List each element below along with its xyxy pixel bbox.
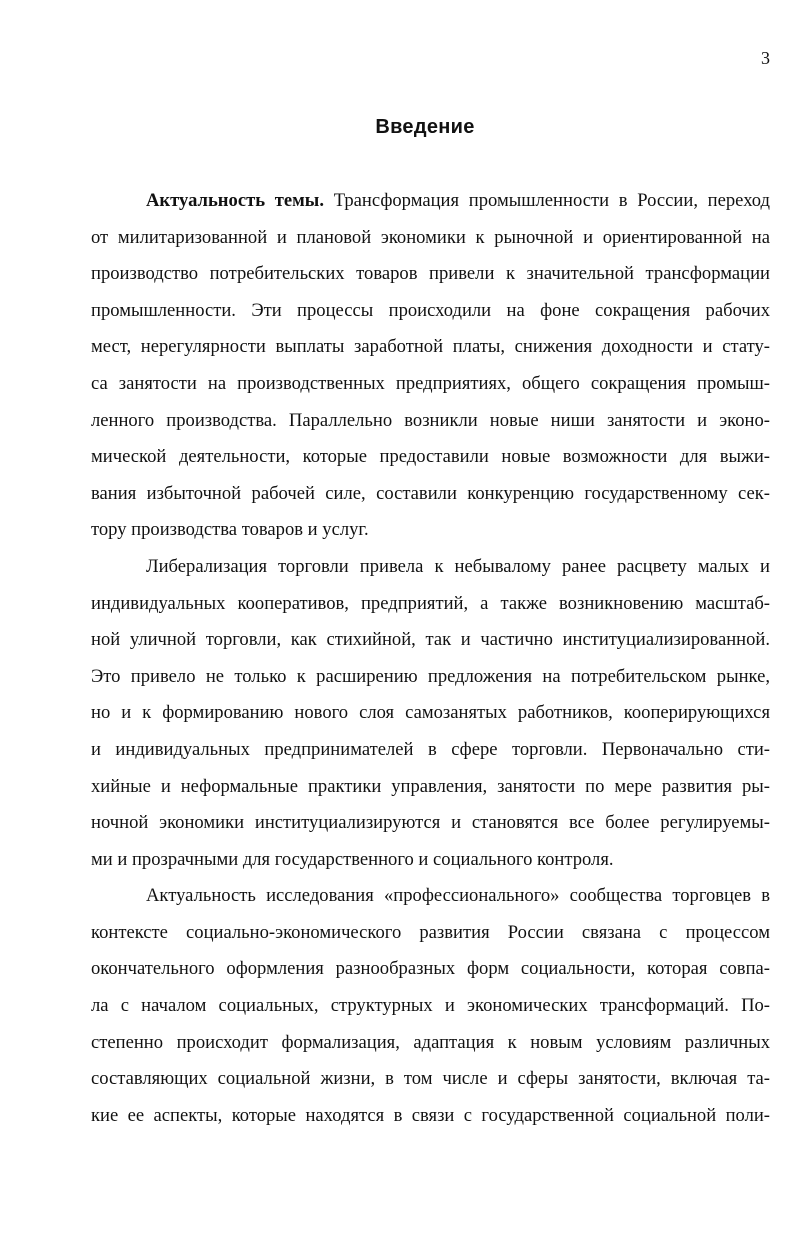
page-title: Введение bbox=[375, 116, 475, 138]
text-line: и индивидуальных предпринимателей в сфере торговли. Первоначально сти- bbox=[91, 738, 770, 760]
text-line: степенно происходит формализация, адаптация к новым условиям различных bbox=[91, 1031, 770, 1053]
paragraph-lead: Актуальность темы. bbox=[146, 190, 324, 211]
paragraph-3 bbox=[91, 878, 770, 1134]
text-line: ла с началом социальных, структурных и экономических трансформаций. По- bbox=[91, 995, 770, 1017]
text-line: Это привело не только к расширению предложения на потребительском рынке, bbox=[91, 665, 770, 687]
text-line: но и к формированию нового слоя самозанятых работников, кооперирующихся bbox=[91, 702, 770, 724]
text-line: ной уличной торговли, как стихийной, так и частично институциализированной. bbox=[91, 629, 770, 651]
text-line: тору производства товаров и услуг. bbox=[91, 519, 369, 541]
text-line: составляющих социальной жизни, в том числе и сферы занятости, включая та- bbox=[91, 1068, 770, 1090]
text-line: ночной экономики институциализируются и становятся все более регулируемы- bbox=[91, 812, 770, 834]
page-number: 3 bbox=[761, 48, 770, 68]
text-line: мест, нерегулярности выплаты заработной платы, снижения доходности и стату- bbox=[91, 336, 770, 358]
text-line: вания избыточной рабочей силе, составили конкуренцию государственному сек- bbox=[91, 482, 770, 504]
text-line: контексте социально-экономического развития России связана с процессом bbox=[91, 921, 770, 943]
paragraph-1 bbox=[91, 183, 770, 549]
text-line: ленного производства. Параллельно возникли новые ниши занятости и эконо- bbox=[91, 409, 770, 431]
text-line: ми и прозрачными для государственного и социального контроля. bbox=[91, 848, 614, 870]
text-line: окончательного оформления разнообразных форм социальности, которая совпа- bbox=[91, 958, 770, 980]
text-line: промышленности. Эти процессы происходили на фоне сокращения рабочих bbox=[91, 299, 770, 321]
text-line: са занятости на производственных предприятиях, общего сокращения промыш- bbox=[91, 372, 770, 394]
text-line: индивидуальных кооперативов, предприятий, а также возникновению масштаб- bbox=[91, 592, 770, 614]
body-text bbox=[91, 183, 770, 1134]
text-line: производство потребительских товаров привели к значительной трансформации bbox=[91, 263, 770, 285]
paragraph-2 bbox=[91, 549, 770, 878]
text-line: Актуальность темы. Трансформация промышленности в России, переход bbox=[146, 190, 771, 211]
text-line: Либерализация торговли привела к небывалому ранее расцвету малых и bbox=[146, 555, 770, 577]
text-line: от милитаризованной и плановой экономики к рыночной и ориентированной на bbox=[91, 226, 770, 248]
text-line: Актуальность исследования «профессионального» сообщества торговцев в bbox=[146, 885, 770, 907]
text-line: хийные и неформальные практики управления, занятости по мере развития ры- bbox=[91, 775, 770, 797]
text-line: кие ее аспекты, которые находятся в связи с государственной социальной поли- bbox=[91, 1104, 770, 1126]
text-line: мической деятельности, которые предоставили новые возможности для выжи- bbox=[91, 446, 770, 468]
